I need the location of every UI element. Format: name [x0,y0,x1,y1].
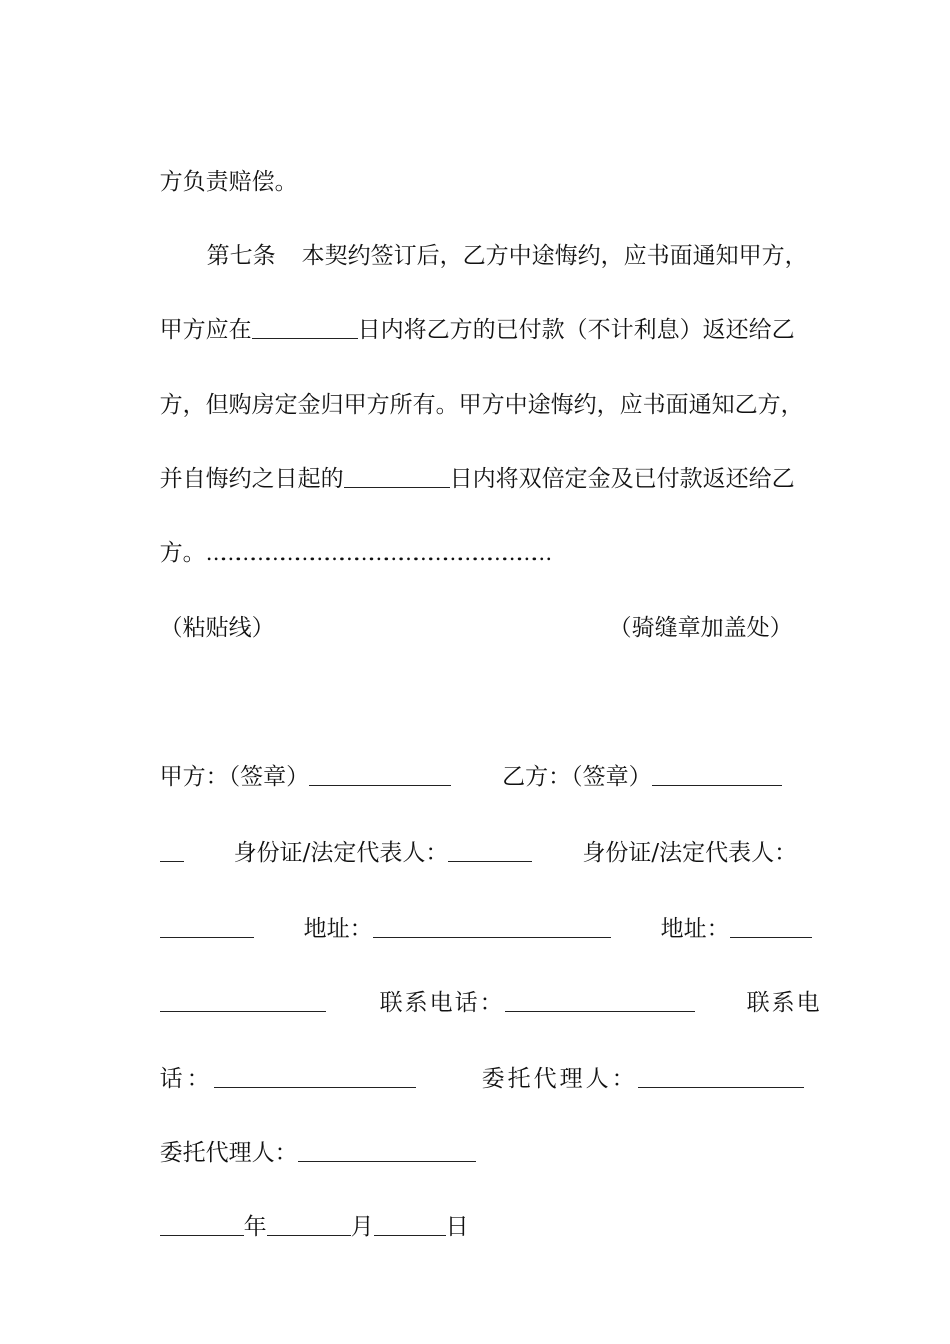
year-blank[interactable] [160,1213,244,1236]
phone-a-blank[interactable] [505,989,695,1012]
addr-a-label: 地址： [303,916,373,942]
agent-b-label: 委托代理人： [159,1140,298,1166]
party-a-signature-blank[interactable] [309,763,451,786]
clause-text: 本契约签订后，乙方中途悔约，应书面通知甲方， [301,243,808,269]
text-line-3 [145,285,795,345]
addr-b-label: 地址： [660,916,730,942]
sig-line-1 [145,732,782,792]
party-a-label: 甲方：（签章） [159,764,310,790]
addr-b-blank[interactable] [730,915,812,938]
text-line-4 [145,360,804,420]
dotted-leader: …………………………………………………………… [205,541,547,565]
clause-text: 日内将乙方的已付款（不计利息）返还给乙 [357,317,795,343]
month-label: 月 [350,1214,374,1240]
seal-place-text: （骑缝章加盖处） [608,615,793,641]
month-blank[interactable] [267,1213,351,1236]
id-b-blank[interactable] [160,915,254,938]
clause-number: 第七条 [206,243,276,269]
text-line-5 [145,434,795,494]
paste-line-text: （粘贴线） [159,615,275,641]
year-label: 年 [243,1214,267,1240]
agent-b-blank[interactable] [298,1139,476,1162]
addr-b-blank-cont[interactable] [160,989,326,1012]
blank-days-2[interactable] [344,465,450,488]
party-b-signature-blank[interactable] [652,763,782,786]
text-line-2 [192,211,808,271]
date-line [145,1182,469,1242]
phone-b-blank[interactable] [214,1065,416,1088]
id-a-label: 身份证/法定代表人： [233,840,449,866]
clause-text: 方负责赔偿。 [159,169,298,195]
sig-line-5 [145,1034,804,1094]
clause-text: 方，但购房定金归甲方所有。甲方中途悔约，应书面通知乙方， [159,392,804,418]
clause-text: 方。 [159,540,206,566]
sig-line-2 [145,808,797,868]
clause-text: 日内将双倍定金及已付款返还给乙 [449,466,795,492]
id-b-label: 身份证/法定代表人： [582,840,798,866]
agent-a-blank[interactable] [638,1065,804,1088]
paste-line-label [145,583,275,643]
sig-line-6 [145,1108,476,1168]
clause-text: 甲方应在 [159,317,252,343]
clause-text: 并自悔约之日起的 [159,466,344,492]
seal-place-label [594,583,793,643]
party-b-label: 乙方：（签章） [502,764,652,790]
day-blank[interactable] [374,1213,446,1236]
phone-b-label-cont: 话： [159,1066,214,1092]
party-b-signature-blank-cont[interactable] [160,839,184,862]
blank-days-1[interactable] [252,316,358,339]
agent-a-label: 委托代理人： [481,1066,638,1092]
addr-a-blank[interactable] [373,915,611,938]
id-a-blank[interactable] [448,839,532,862]
phone-b-label: 联系电 [746,990,822,1016]
sig-line-3 [145,884,812,944]
text-line-1 [145,137,298,197]
phone-a-label: 联系电话： [379,990,505,1016]
day-label: 日 [445,1214,469,1240]
sig-line-4 [145,958,822,1018]
text-line-6 [145,508,546,568]
